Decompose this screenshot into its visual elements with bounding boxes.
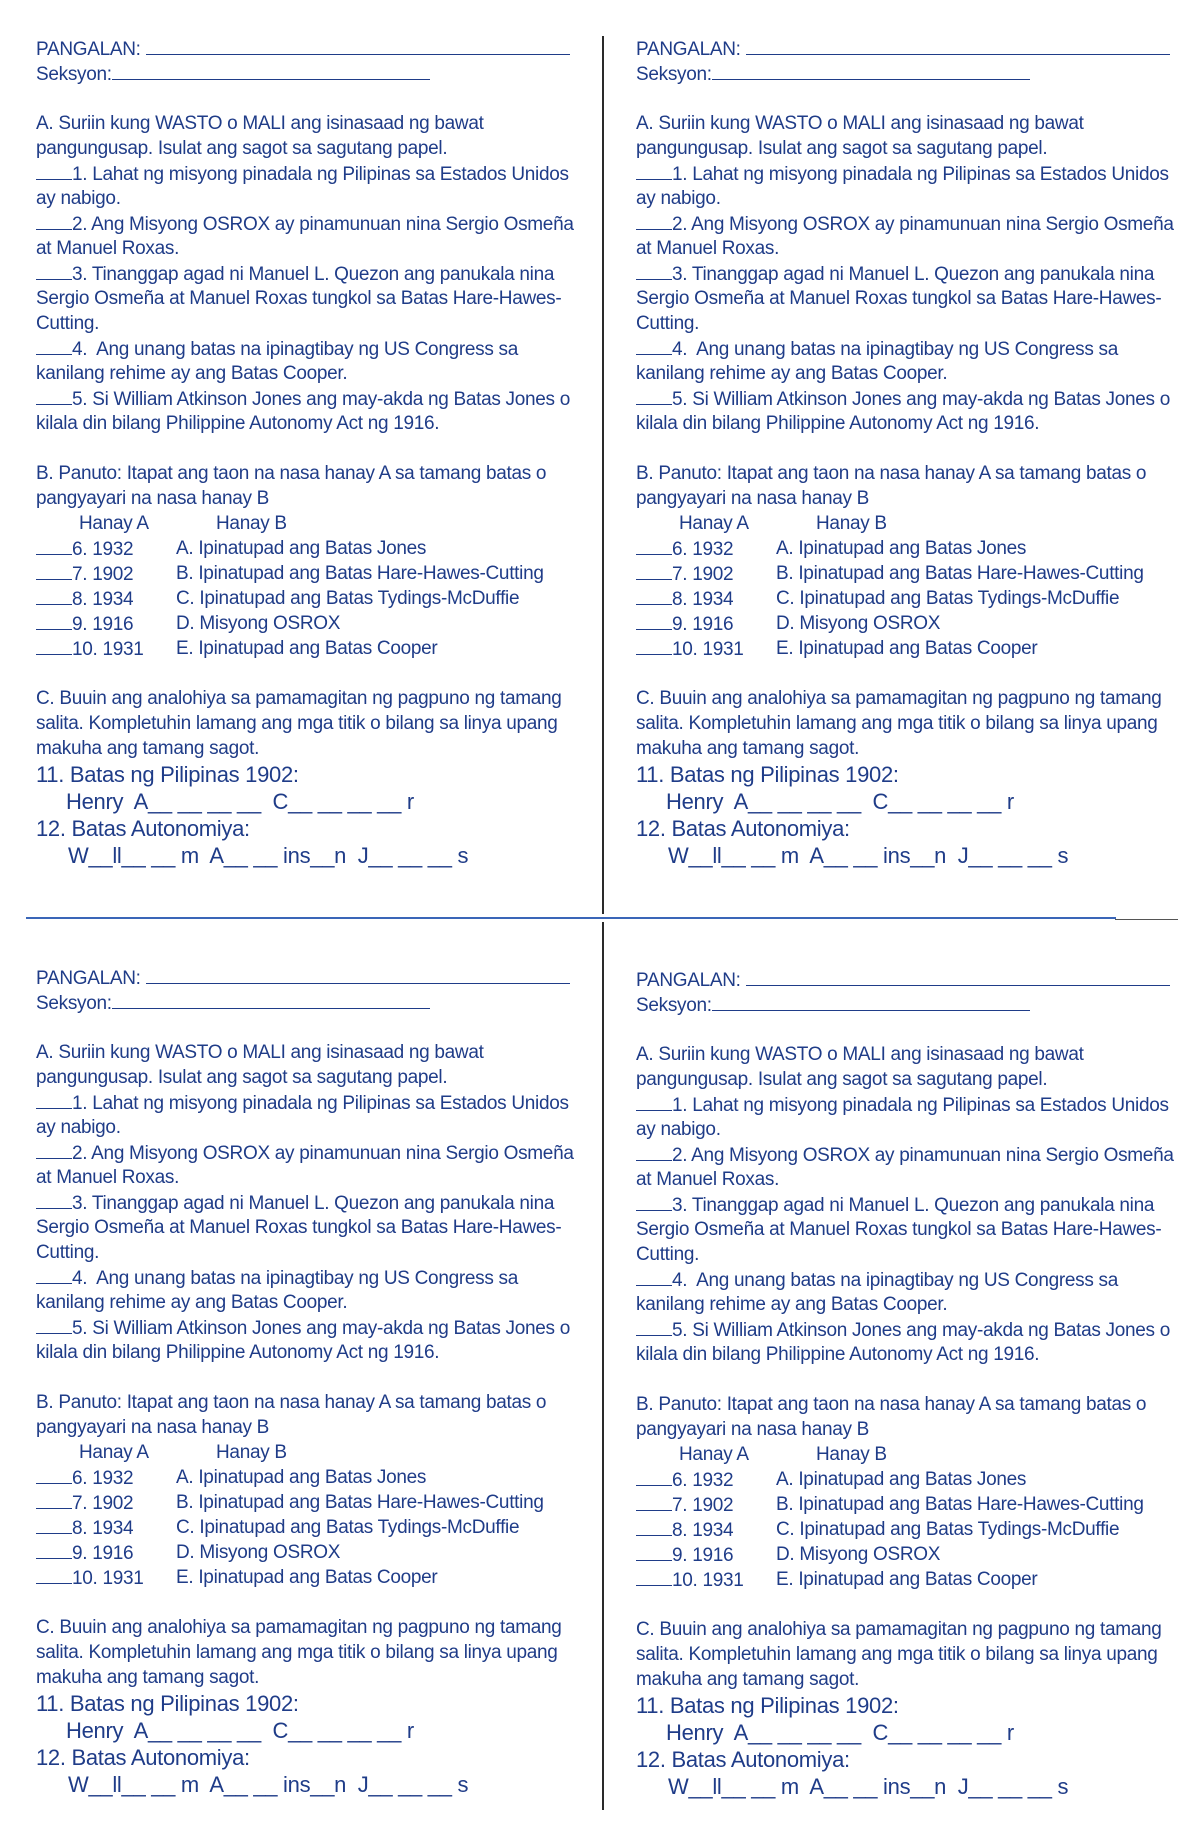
matching-row: 10. 1931 E. Ipinatupad ang Batas Cooper (36, 636, 581, 661)
part-a-item-1-cont: ay nabigo. (636, 1119, 721, 1140)
matching-row: 7. 1902 B. Ipinatupad ang Batas Hare-Hawes-Cutting (636, 1492, 1181, 1517)
answer-blank[interactable] (636, 1542, 672, 1561)
matching-row: 9. 1916 D. Misyong OSROX (36, 611, 581, 636)
vertical-divider-bottom (602, 922, 604, 1810)
part-a-item-1: 1. Lahat ng misyong pinadala ng Pilipinas sa Estados Unidos (36, 161, 581, 186)
name-field (636, 36, 1181, 61)
answer-blank[interactable] (36, 536, 72, 555)
answer-blank[interactable] (636, 261, 672, 280)
name-field (36, 965, 581, 990)
part-a-item-4: 4. Ang unang batas na ipinagtibay ng US Congress sa (36, 1265, 581, 1290)
part-a-item-5-cont: kilala din bilang Philippine Autonomy Act ng 1916. (36, 1342, 440, 1363)
part-a-item-5-cont: kilala din bilang Philippine Autonomy Act ng 1916. (36, 413, 440, 434)
answer-blank[interactable] (636, 536, 672, 555)
section-label: Seksyon: (636, 995, 712, 1016)
name-label: PANGALAN: (36, 39, 141, 60)
answer-blank[interactable] (636, 611, 672, 630)
part-c-instruction: C. Buuin ang analohiya sa pamamagitan ng pagpuno ng tamang (36, 688, 562, 709)
answer-blank[interactable] (636, 636, 672, 655)
quiz-sheet-top-left (36, 36, 581, 869)
part-a-instruction: A. Suriin kung WASTO o MALI ang isinasaad ng bawat (636, 113, 1084, 134)
part-c-instruction: salita. Kompletuhin lamang ang mga titik o bilang sa linya upang (636, 1644, 1158, 1665)
answer-blank[interactable] (636, 1092, 672, 1111)
matching-row: 9. 1916 D. Misyong OSROX (636, 1542, 1181, 1567)
answer-blank[interactable] (36, 1490, 72, 1509)
part-c-item-12-answer[interactable]: W__ll__ __ m A__ __ ins__n J__ __ __ s (668, 843, 1069, 868)
section-field (636, 992, 1181, 1017)
part-c-instruction: makuha ang tamang sagot. (36, 1667, 260, 1688)
matching-row: 10. 1931 E. Ipinatupad ang Batas Cooper (36, 1565, 581, 1590)
part-a-item-3-cont: Cutting. (36, 313, 100, 334)
answer-blank[interactable] (36, 336, 72, 355)
part-a-item-5-cont: kilala din bilang Philippine Autonomy Act ng 1916. (636, 413, 1040, 434)
part-a-item-3-cont: Sergio Osmeña at Manuel Roxas tungkol sa Batas Hare-Hawes- (636, 288, 1162, 309)
answer-blank[interactable] (636, 1317, 672, 1336)
matching-row: 8. 1934 C. Ipinatupad ang Batas Tydings-McDuffie (36, 586, 581, 611)
part-a-item-3: 3. Tinanggap agad ni Manuel L. Quezon ang panukala nina (636, 261, 1181, 286)
matching-row: 6. 1932 A. Ipinatupad ang Batas Jones (36, 1465, 581, 1490)
section-label: Seksyon: (36, 64, 112, 85)
part-a-item-1-cont: ay nabigo. (36, 1117, 121, 1138)
answer-blank[interactable] (636, 1467, 672, 1486)
matching-row: 10. 1931 E. Ipinatupad ang Batas Cooper (636, 636, 1181, 661)
answer-blank[interactable] (36, 211, 72, 230)
section-blank[interactable] (712, 61, 1030, 80)
part-a-item-5: 5. Si William Atkinson Jones ang may-akda ng Batas Jones o (36, 1315, 581, 1340)
part-b-instruction: B. Panuto: Itapat ang taon na nasa hanay A sa tamang batas o (636, 463, 1147, 484)
part-c-instruction: salita. Kompletuhin lamang ang mga titik o bilang sa linya upang (36, 1642, 558, 1663)
part-b-instruction: pangyayari na nasa hanay B (636, 1419, 870, 1440)
column-b-header: Hanay B (816, 1444, 887, 1465)
matching-row: 6. 1932 A. Ipinatupad ang Batas Jones (636, 536, 1181, 561)
answer-blank[interactable] (36, 1565, 72, 1584)
section-blank[interactable] (112, 990, 430, 1009)
column-b-header: Hanay B (216, 1442, 287, 1463)
section-label: Seksyon: (636, 64, 712, 85)
part-a-item-4-cont: kanilang rehime ay ang Batas Cooper. (36, 363, 348, 384)
quiz-sheet-top-right (636, 36, 1181, 869)
answer-blank[interactable] (36, 1540, 72, 1559)
matching-row: 7. 1902 B. Ipinatupad ang Batas Hare-Hawes-Cutting (36, 561, 581, 586)
part-a-item-4: 4. Ang unang batas na ipinagtibay ng US Congress sa (36, 336, 581, 361)
column-a-header: Hanay A (79, 1442, 149, 1463)
part-c-item-11-answer[interactable]: Henry A__ __ __ __ C__ __ __ __ r (66, 789, 414, 814)
part-a-instruction: pangungusap. Isulat ang sagot sa sagutang papel. (36, 1067, 448, 1088)
part-c-item-11: 11. Batas ng Pilipinas 1902: (36, 762, 299, 787)
part-c-item-12-answer[interactable]: W__ll__ __ m A__ __ ins__n J__ __ __ s (68, 1772, 469, 1797)
column-a-header: Hanay A (79, 513, 149, 534)
part-a-instruction: A. Suriin kung WASTO o MALI ang isinasaad ng bawat (636, 1044, 1084, 1065)
part-a-item-1-cont: ay nabigo. (36, 188, 121, 209)
answer-blank[interactable] (36, 261, 72, 280)
name-label: PANGALAN: (636, 39, 741, 60)
part-a-item-4-cont: kanilang rehime ay ang Batas Cooper. (636, 363, 948, 384)
answer-blank[interactable] (636, 561, 672, 580)
part-b-instruction: B. Panuto: Itapat ang taon na nasa hanay A sa tamang batas o (36, 463, 547, 484)
part-a-item-5: 5. Si William Atkinson Jones ang may-akda ng Batas Jones o (636, 386, 1181, 411)
part-b-header (36, 1440, 581, 1465)
part-a-item-2: 2. Ang Misyong OSROX ay pinamunuan nina Sergio Osmeña (36, 211, 581, 236)
answer-blank[interactable] (36, 161, 72, 180)
part-a-item-2-cont: at Manuel Roxas. (36, 238, 180, 259)
part-b-instruction: B. Panuto: Itapat ang taon na nasa hanay A sa tamang batas o (636, 1394, 1147, 1415)
matching-row: 8. 1934 C. Ipinatupad ang Batas Tydings-McDuffie (36, 1515, 581, 1540)
column-b-header: Hanay B (216, 513, 287, 534)
part-c-item-12: 12. Batas Autonomiya: (636, 1747, 850, 1772)
part-c-instruction: C. Buuin ang analohiya sa pamamagitan ng pagpuno ng tamang (36, 1617, 562, 1638)
column-a-header: Hanay A (679, 1444, 749, 1465)
section-blank[interactable] (112, 61, 430, 80)
part-a-instruction: pangungusap. Isulat ang sagot sa sagutang papel. (36, 138, 448, 159)
part-b-instruction: pangyayari na nasa hanay B (636, 488, 870, 509)
part-a-item-3: 3. Tinanggap agad ni Manuel L. Quezon ang panukala nina (636, 1192, 1181, 1217)
name-blank[interactable] (746, 967, 1170, 986)
quiz-sheet-bottom-left (36, 965, 581, 1798)
part-a-item-1: 1. Lahat ng misyong pinadala ng Pilipinas sa Estados Unidos (636, 161, 1181, 186)
matching-row: 7. 1902 B. Ipinatupad ang Batas Hare-Hawes-Cutting (636, 561, 1181, 586)
part-c-item-11-answer[interactable]: Henry A__ __ __ __ C__ __ __ __ r (66, 1718, 414, 1743)
answer-blank[interactable] (636, 586, 672, 605)
horizontal-divider (26, 917, 1116, 919)
matching-row: 8. 1934 C. Ipinatupad ang Batas Tydings-McDuffie (636, 586, 1181, 611)
part-a-item-3-cont: Cutting. (636, 313, 700, 334)
answer-blank[interactable] (636, 1142, 672, 1161)
part-c-item-11: 11. Batas ng Pilipinas 1902: (636, 1693, 899, 1718)
answer-blank[interactable] (36, 1090, 72, 1109)
part-c-instruction: salita. Kompletuhin lamang ang mga titik o bilang sa linya upang (36, 713, 558, 734)
answer-blank[interactable] (36, 1315, 72, 1334)
answer-blank[interactable] (36, 611, 72, 630)
part-a-item-4-cont: kanilang rehime ay ang Batas Cooper. (36, 1292, 348, 1313)
part-a-item-3-cont: Cutting. (36, 1242, 100, 1263)
answer-blank[interactable] (36, 1140, 72, 1159)
part-c-item-12: 12. Batas Autonomiya: (36, 1745, 250, 1770)
section-field (36, 990, 581, 1015)
part-a-item-5-cont: kilala din bilang Philippine Autonomy Act ng 1916. (636, 1344, 1040, 1365)
answer-blank[interactable] (636, 1567, 672, 1586)
part-c-item-11: 11. Batas ng Pilipinas 1902: (636, 762, 899, 787)
answer-blank[interactable] (36, 1190, 72, 1209)
part-a-item-2-cont: at Manuel Roxas. (36, 1167, 180, 1188)
part-b-header (636, 511, 1181, 536)
part-c-item-11-answer[interactable]: Henry A__ __ __ __ C__ __ __ __ r (666, 789, 1014, 814)
matching-row: 9. 1916 D. Misyong OSROX (36, 1540, 581, 1565)
part-a-item-4-cont: kanilang rehime ay ang Batas Cooper. (636, 1294, 948, 1315)
answer-blank[interactable] (36, 1265, 72, 1284)
answer-blank[interactable] (636, 336, 672, 355)
column-b-header: Hanay B (816, 513, 887, 534)
answer-blank[interactable] (636, 1492, 672, 1511)
part-b-header (36, 511, 581, 536)
name-label: PANGALAN: (36, 968, 141, 989)
section-field (36, 61, 581, 86)
part-a-item-2: 2. Ang Misyong OSROX ay pinamunuan nina Sergio Osmeña (636, 211, 1181, 236)
part-a-item-5: 5. Si William Atkinson Jones ang may-akda ng Batas Jones o (36, 386, 581, 411)
part-a-item-3-cont: Cutting. (636, 1244, 700, 1265)
answer-blank[interactable] (636, 211, 672, 230)
part-c-item-12-answer[interactable]: W__ll__ __ m A__ __ ins__n J__ __ __ s (668, 1774, 1069, 1799)
vertical-divider-top (602, 36, 604, 914)
answer-blank[interactable] (36, 1465, 72, 1484)
column-a-header: Hanay A (679, 513, 749, 534)
part-a-item-4: 4. Ang unang batas na ipinagtibay ng US Congress sa (636, 1267, 1181, 1292)
part-c-item-11: 11. Batas ng Pilipinas 1902: (36, 1691, 299, 1716)
matching-row: 8. 1934 C. Ipinatupad ang Batas Tydings-McDuffie (636, 1517, 1181, 1542)
section-label: Seksyon: (36, 993, 112, 1014)
part-b-instruction: pangyayari na nasa hanay B (36, 1417, 270, 1438)
horizontal-divider-tail (1115, 919, 1178, 920)
part-a-instruction: pangungusap. Isulat ang sagot sa sagutang papel. (636, 138, 1048, 159)
quiz-sheet-bottom-right (636, 967, 1181, 1800)
answer-blank[interactable] (636, 386, 672, 405)
part-c-instruction: makuha ang tamang sagot. (636, 1669, 860, 1690)
part-c-instruction: C. Buuin ang analohiya sa pamamagitan ng pagpuno ng tamang (636, 1619, 1162, 1640)
matching-row: 6. 1932 A. Ipinatupad ang Batas Jones (36, 536, 581, 561)
part-c-item-12: 12. Batas Autonomiya: (36, 816, 250, 841)
answer-blank[interactable] (36, 1515, 72, 1534)
part-b-instruction: B. Panuto: Itapat ang taon na nasa hanay A sa tamang batas o (36, 1392, 547, 1413)
answer-blank[interactable] (36, 386, 72, 405)
part-c-item-12: 12. Batas Autonomiya: (636, 816, 850, 841)
part-c-instruction: salita. Kompletuhin lamang ang mga titik o bilang sa linya upang (636, 713, 1158, 734)
part-a-item-5: 5. Si William Atkinson Jones ang may-akda ng Batas Jones o (636, 1317, 1181, 1342)
name-blank[interactable] (146, 965, 570, 984)
part-a-item-1-cont: ay nabigo. (636, 188, 721, 209)
section-field (636, 61, 1181, 86)
matching-row: 10. 1931 E. Ipinatupad ang Batas Cooper (636, 1567, 1181, 1592)
part-a-instruction: A. Suriin kung WASTO o MALI ang isinasaad ng bawat (36, 1042, 484, 1063)
part-a-instruction: A. Suriin kung WASTO o MALI ang isinasaad ng bawat (36, 113, 484, 134)
part-c-instruction: makuha ang tamang sagot. (36, 738, 260, 759)
part-c-instruction: C. Buuin ang analohiya sa pamamagitan ng pagpuno ng tamang (636, 688, 1162, 709)
answer-blank[interactable] (636, 1267, 672, 1286)
part-c-item-12-answer[interactable]: W__ll__ __ m A__ __ ins__n J__ __ __ s (68, 843, 469, 868)
answer-blank[interactable] (636, 1517, 672, 1536)
answer-blank[interactable] (636, 161, 672, 180)
part-c-item-11-answer[interactable]: Henry A__ __ __ __ C__ __ __ __ r (666, 1720, 1014, 1745)
part-a-instruction: pangungusap. Isulat ang sagot sa sagutang papel. (636, 1069, 1048, 1090)
part-a-item-3-cont: Sergio Osmeña at Manuel Roxas tungkol sa Batas Hare-Hawes- (636, 1219, 1162, 1240)
part-a-item-2-cont: at Manuel Roxas. (636, 238, 780, 259)
part-a-item-1: 1. Lahat ng misyong pinadala ng Pilipinas sa Estados Unidos (636, 1092, 1181, 1117)
answer-blank[interactable] (36, 586, 72, 605)
matching-row: 6. 1932 A. Ipinatupad ang Batas Jones (636, 1467, 1181, 1492)
part-a-item-3-cont: Sergio Osmeña at Manuel Roxas tungkol sa Batas Hare-Hawes- (36, 288, 562, 309)
part-a-item-1: 1. Lahat ng misyong pinadala ng Pilipinas sa Estados Unidos (36, 1090, 581, 1115)
part-a-item-3-cont: Sergio Osmeña at Manuel Roxas tungkol sa Batas Hare-Hawes- (36, 1217, 562, 1238)
name-field (636, 967, 1181, 992)
part-a-item-3: 3. Tinanggap agad ni Manuel L. Quezon ang panukala nina (36, 1190, 581, 1215)
answer-blank[interactable] (636, 1192, 672, 1211)
name-label: PANGALAN: (636, 970, 741, 991)
matching-row: 7. 1902 B. Ipinatupad ang Batas Hare-Hawes-Cutting (36, 1490, 581, 1515)
part-c-instruction: makuha ang tamang sagot. (636, 738, 860, 759)
part-a-item-2: 2. Ang Misyong OSROX ay pinamunuan nina Sergio Osmeña (636, 1142, 1181, 1167)
part-a-item-2: 2. Ang Misyong OSROX ay pinamunuan nina Sergio Osmeña (36, 1140, 581, 1165)
name-blank[interactable] (146, 36, 570, 55)
name-field (36, 36, 581, 61)
part-a-item-3: 3. Tinanggap agad ni Manuel L. Quezon ang panukala nina (36, 261, 581, 286)
part-a-item-4: 4. Ang unang batas na ipinagtibay ng US Congress sa (636, 336, 1181, 361)
matching-row: 9. 1916 D. Misyong OSROX (636, 611, 1181, 636)
part-b-header (636, 1442, 1181, 1467)
part-b-instruction: pangyayari na nasa hanay B (36, 488, 270, 509)
part-a-item-2-cont: at Manuel Roxas. (636, 1169, 780, 1190)
name-blank[interactable] (746, 36, 1170, 55)
answer-blank[interactable] (36, 636, 72, 655)
section-blank[interactable] (712, 992, 1030, 1011)
answer-blank[interactable] (36, 561, 72, 580)
